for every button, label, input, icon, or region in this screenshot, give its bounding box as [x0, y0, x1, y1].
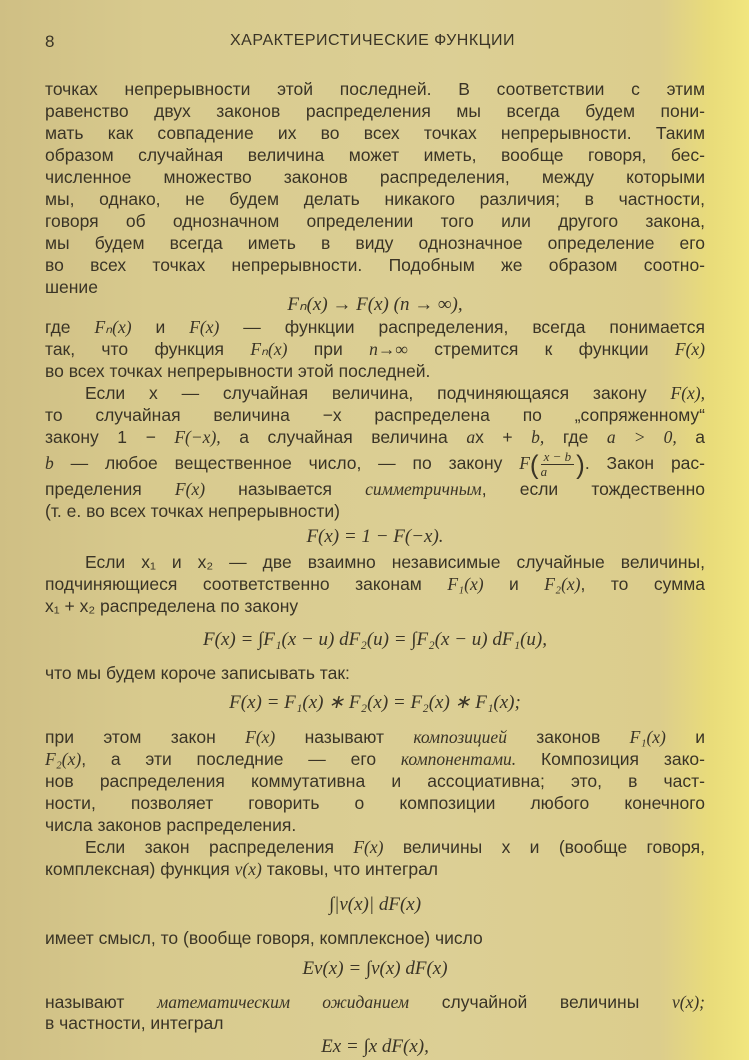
math-or-emphasis: F — [519, 453, 530, 474]
text-line — [45, 792, 705, 814]
text-segment: — функции распределения, всегда понимается — [219, 317, 705, 337]
text-line — [85, 382, 705, 404]
math-or-emphasis: Ev(x) = ∫v(x) dF(x) — [302, 958, 448, 979]
text-segment: а — [676, 427, 706, 447]
text-segment: числа законов распределения. — [45, 815, 297, 835]
math-or-emphasis: F(x) = ∫F₁(x − u) dF₂(u) = ∫F₂(x − u) dF₁(u), — [203, 629, 547, 650]
math-or-emphasis: ∫|v(x)| dF(x) — [328, 894, 422, 915]
text-line — [45, 316, 705, 338]
text-segment: имеет смысл, то (вообще говоря, комплексное) число — [45, 928, 483, 948]
text-line — [45, 1012, 705, 1034]
formula-line — [45, 1036, 705, 1058]
math-or-emphasis: F(x) — [674, 339, 705, 359]
text-line — [45, 100, 705, 122]
math-or-emphasis: Fₙ(x) — [94, 317, 132, 337]
text-line — [45, 662, 705, 684]
denominator: a — [540, 464, 548, 479]
text-segment: называют — [45, 992, 158, 1012]
text-segment: и — [665, 727, 705, 747]
text-segment: ности, позволяет говорить о композиции любого конечного — [45, 793, 705, 813]
text-segment: в частности, интеграл — [45, 1013, 224, 1033]
text-segment: таковы, что интеграл — [261, 859, 439, 879]
math-or-emphasis: F(x) = 1 − F(−x). — [306, 526, 444, 547]
math-or-emphasis: компонентами. — [400, 749, 517, 769]
math-or-emphasis: v(x); — [671, 992, 705, 1012]
text-segment: величины x и (вообще говоря, — [383, 837, 705, 857]
running-title: ХАРАКТЕРИСТИЧЕСКИЕ ФУНКЦИИ — [230, 32, 515, 49]
text-segment: говоря об однозначном определении того или другого закона, — [45, 211, 705, 231]
math-or-emphasis: F(x) = F₁(x) ∗ F₂(x) = F₂(x) ∗ F₁(x); — [229, 692, 521, 713]
text-line — [45, 404, 705, 426]
text-line — [45, 254, 705, 276]
text-segment: комплексная) функция — [45, 859, 235, 879]
text-segment: во всех точках непрерывности этой последней. — [45, 361, 431, 381]
text-line — [45, 144, 705, 166]
text-line — [85, 551, 705, 573]
text-segment: мать как совпадение их во всех точках непрерывности. Таким — [45, 123, 705, 143]
text-segment: стремится к функции — [407, 339, 675, 359]
text-line — [45, 78, 705, 100]
math-or-emphasis: композицией — [413, 727, 507, 747]
text-line — [45, 232, 705, 254]
text-line — [45, 991, 705, 1013]
text-line — [45, 858, 705, 880]
text-segment: x + — [475, 427, 532, 447]
text-segment: x₁ + x₂ распределена по закону — [45, 596, 299, 616]
text-segment: при — [287, 339, 370, 359]
text-line — [85, 836, 705, 858]
text-segment: во всех точках непрерывности. Подобным же образом соотно- — [45, 255, 705, 275]
formula-line — [45, 894, 705, 916]
text-segment: , а эти последние — его — [81, 749, 401, 769]
text-line — [45, 748, 705, 770]
math-or-emphasis: F₁(x) — [629, 727, 666, 747]
math-or-emphasis: Fₙ(x) — [250, 339, 288, 359]
text-segment: подчиняющиеся соответственно законам — [45, 574, 448, 594]
text-segment: что мы будем короче записывать так: — [45, 663, 350, 683]
text-line — [45, 426, 705, 448]
math-or-emphasis: F₂(x) — [544, 574, 581, 594]
text-line — [45, 770, 705, 792]
text-line — [45, 166, 705, 188]
text-segment: называется — [205, 479, 366, 499]
text-line — [45, 500, 705, 522]
formula-line — [45, 629, 705, 651]
text-segment: равенство двух законов распределения мы всегда будем пони- — [45, 101, 705, 121]
text-segment: Если x — случайная величина, подчиняющаяся закону — [85, 383, 671, 403]
math-or-emphasis: Fₙ(x) → F(x) (n → ∞), — [287, 294, 463, 315]
text-line — [45, 188, 705, 210]
text-segment: . Закон рас- — [584, 453, 705, 474]
math-or-emphasis: Ex = ∫x dF(x), — [321, 1036, 429, 1057]
math-or-emphasis: F(−x), — [174, 427, 221, 447]
text-segment: ) — [576, 449, 585, 480]
text-segment: случайной величины — [409, 992, 672, 1012]
text-segment: (т. е. во всех точках непрерывности) — [45, 501, 340, 521]
text-segment: нов распределения коммутативна и ассоциативна; это, в част- — [45, 771, 705, 791]
text-segment: где — [544, 427, 607, 447]
text-line — [45, 450, 705, 479]
math-or-emphasis: v(x) — [234, 859, 262, 879]
text-segment: образом случайная величина может иметь, вообще говоря, бес- — [45, 145, 705, 165]
text-line — [45, 478, 705, 500]
text-line — [45, 814, 705, 836]
text-segment: так, что функция — [45, 339, 251, 359]
text-segment: пределения — [45, 479, 175, 499]
math-or-emphasis: b — [45, 453, 54, 474]
text-line — [45, 927, 705, 949]
text-segment: законов — [506, 727, 630, 747]
text-line — [45, 338, 705, 360]
numerator: x − b — [541, 450, 575, 465]
formula-line — [45, 958, 705, 980]
math-or-emphasis: F(x) — [245, 727, 276, 747]
text-segment: Композиция зако- — [516, 749, 705, 769]
text-segment: шение — [45, 277, 98, 297]
math-or-emphasis: a — [466, 427, 476, 447]
text-segment: — любое вещественное число, — по закону — [53, 453, 520, 474]
text-line — [45, 595, 705, 617]
text-segment: мы, однако, не будем делать никакого различия; в частности, — [45, 189, 705, 209]
text-line — [45, 573, 705, 595]
text-segment: где — [45, 317, 95, 337]
text-segment: , если тождественно — [481, 479, 705, 499]
math-or-emphasis: F(x) — [353, 837, 384, 857]
formula-line — [45, 294, 705, 316]
text-segment: закону 1 − — [45, 427, 175, 447]
text-segment: и — [483, 574, 545, 594]
math-or-emphasis: F(x) — [189, 317, 220, 337]
page-number: 8 — [45, 32, 55, 51]
math-or-emphasis: b, — [531, 427, 545, 447]
math-or-emphasis: F(x) — [174, 479, 206, 499]
text-segment: ( — [529, 449, 539, 480]
text-line — [45, 210, 705, 232]
math-or-emphasis: F(x), — [670, 383, 705, 403]
text-line — [45, 726, 705, 748]
text-segment: то случайная величина −x распределена по „сопряженному“ — [45, 405, 705, 425]
text-segment: и — [131, 317, 190, 337]
math-or-emphasis: математическим ожиданием — [157, 992, 410, 1012]
text-line — [45, 360, 705, 382]
text-segment: точках непрерывности этой последней. В соответствии с этим — [45, 79, 705, 99]
math-or-emphasis: симметричным — [365, 479, 482, 499]
text-segment: , то сумма — [580, 574, 705, 594]
text-segment: называют — [275, 727, 414, 747]
math-or-emphasis: F₂(x) — [45, 749, 82, 769]
math-or-emphasis: F₁(x) — [447, 574, 484, 594]
text-segment: а случайная величина — [220, 427, 467, 447]
text-segment: численное множество законов распределения, между которыми — [45, 167, 705, 187]
math-or-emphasis: n→∞ — [369, 339, 408, 359]
formula-line — [45, 692, 705, 714]
formula-line — [45, 526, 705, 548]
text-segment: Если x₁ и x₂ — две взаимно независимые случайные величины, — [85, 552, 705, 572]
fraction — [541, 450, 575, 479]
text-segment: при этом закон — [45, 727, 246, 747]
text-segment: Если закон распределения — [85, 837, 354, 857]
math-or-emphasis: a > 0, — [606, 427, 677, 447]
text-segment: мы будем всегда иметь в виду однозначное определение его — [45, 233, 705, 253]
text-line — [45, 122, 705, 144]
